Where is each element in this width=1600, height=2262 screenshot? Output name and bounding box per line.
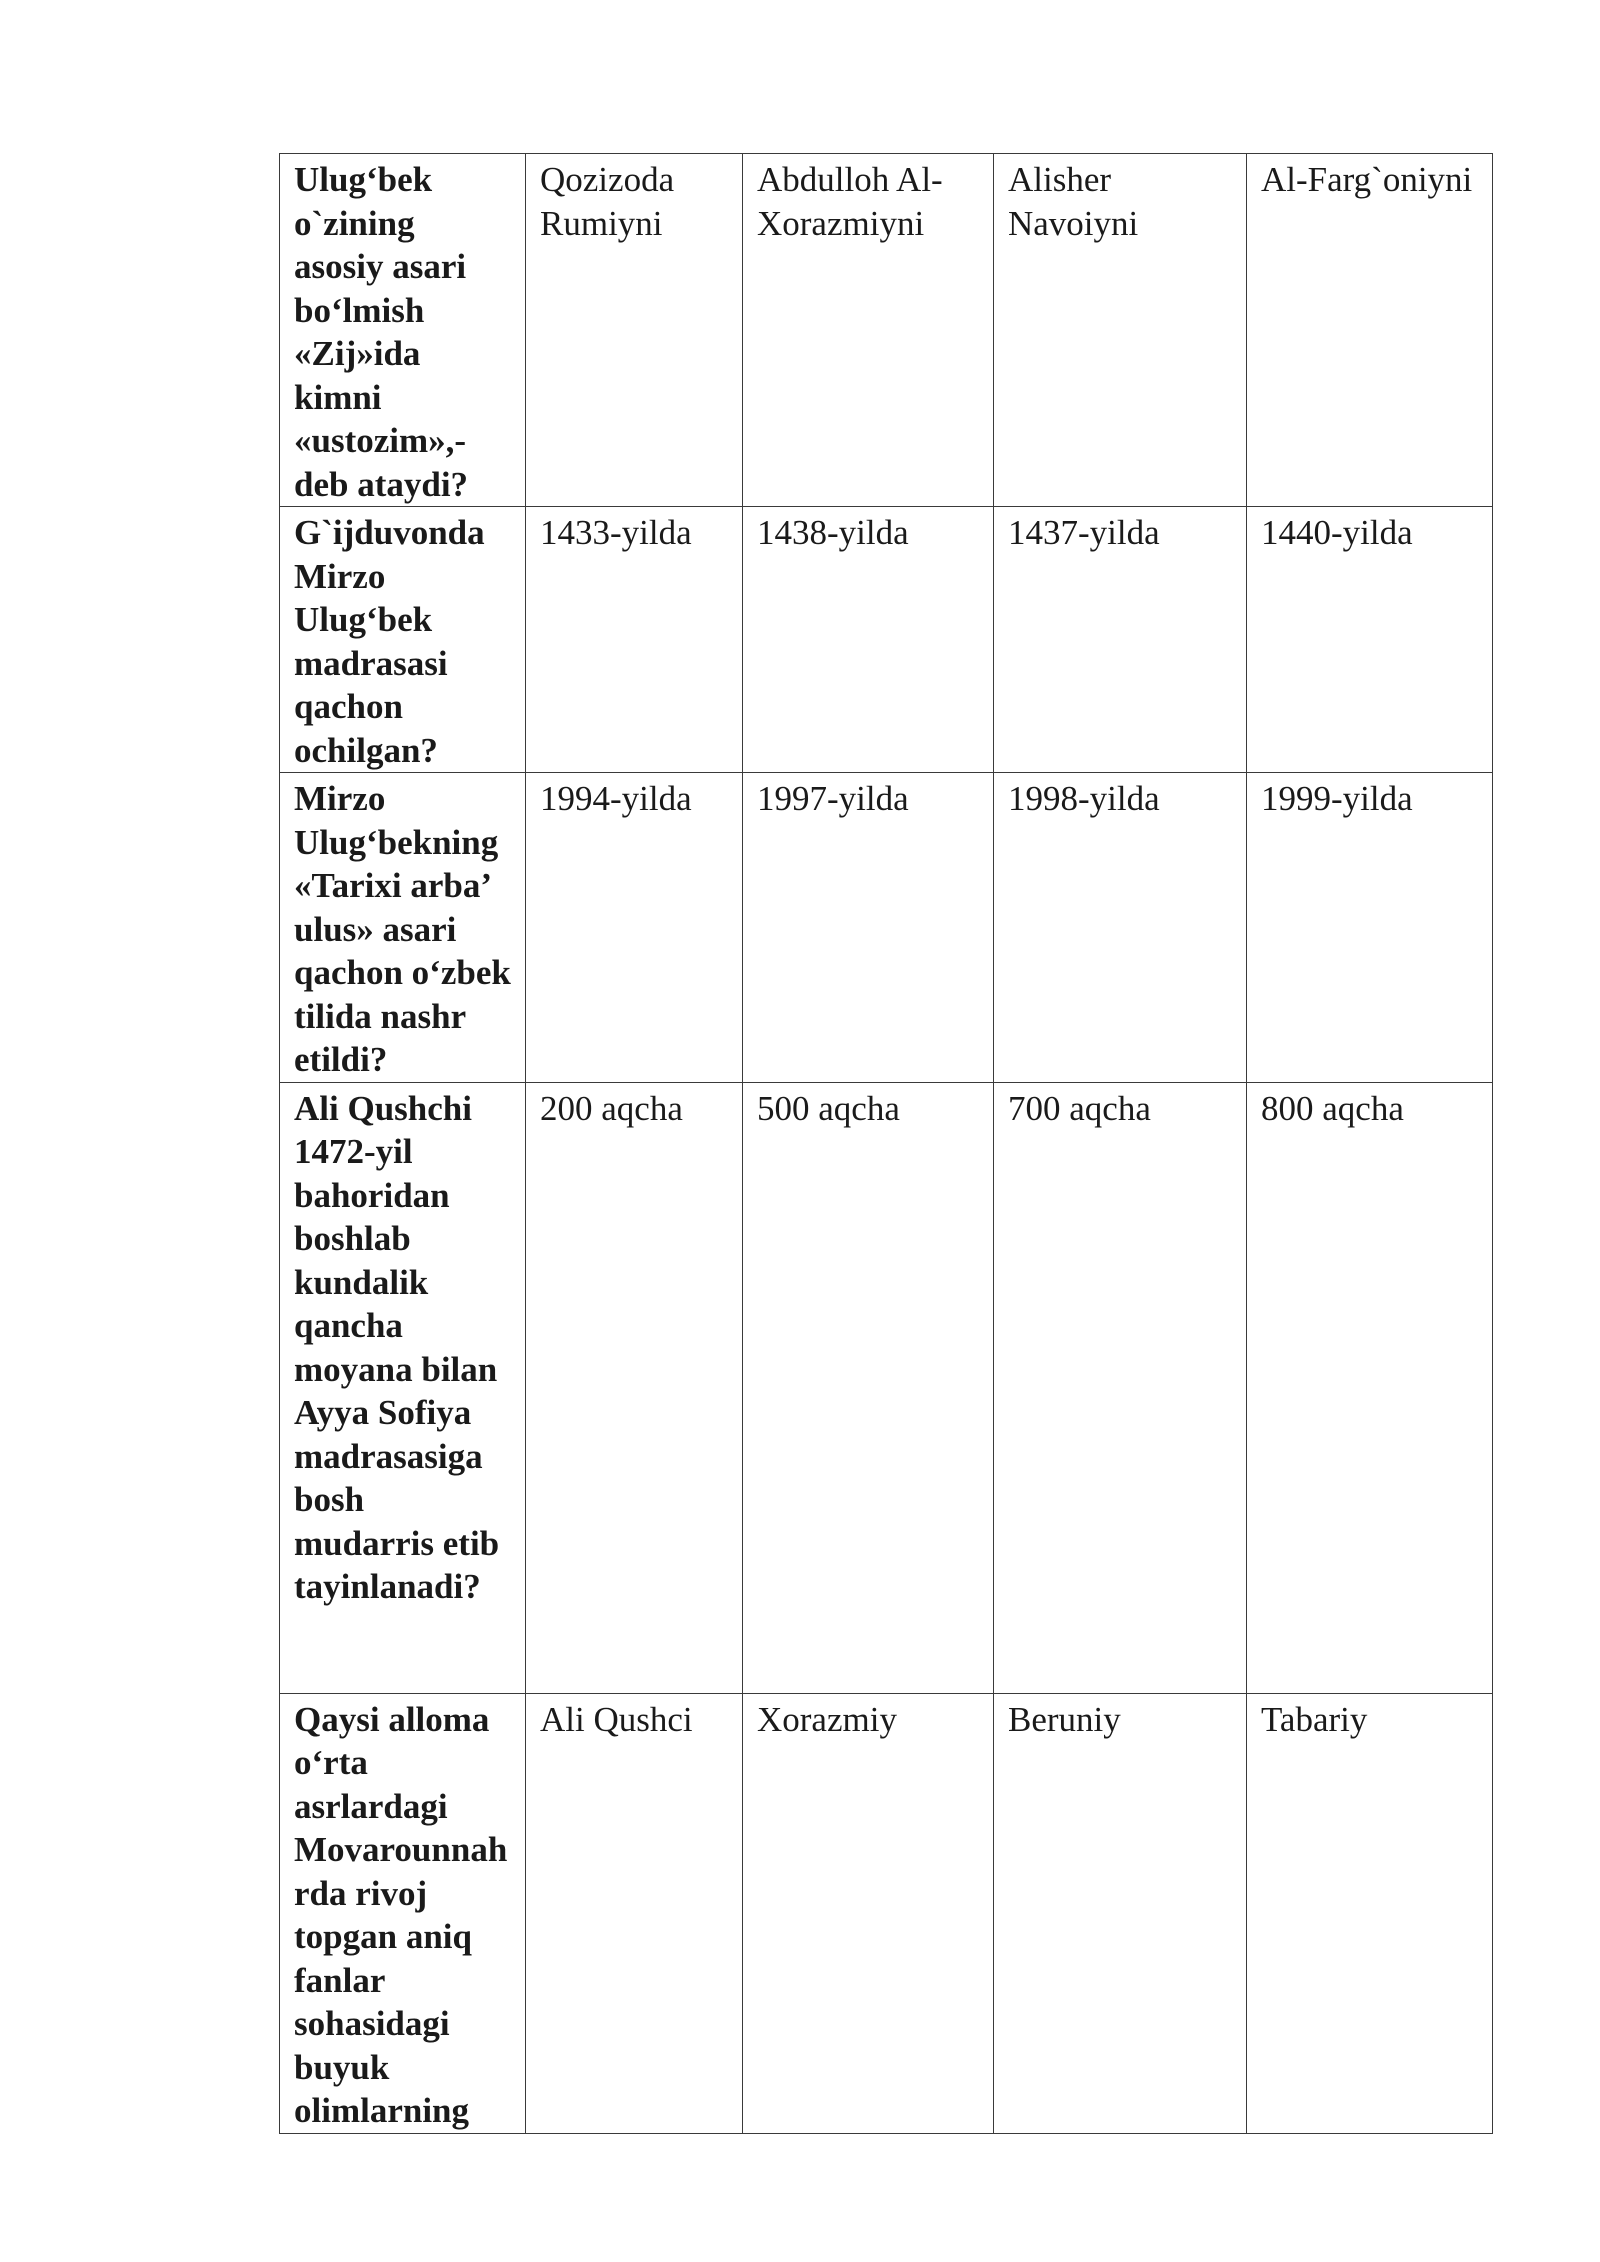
option-c-cell: 1998-yilda (994, 773, 1247, 1083)
question-cell: Ulug‘bek o`zining asosiy asari bo‘lmish «Zij»ida kimni «ustozim»,- deb ataydi? (280, 154, 526, 507)
option-d-cell: Tabariy (1247, 1693, 1493, 2133)
option-d-cell: 1999-yilda (1247, 773, 1493, 1083)
option-c-cell: 700 aqcha (994, 1082, 1247, 1693)
option-b-cell: Abdulloh Al-Xorazmiyni (743, 154, 994, 507)
option-a-cell: Qozizoda Rumiyni (526, 154, 743, 507)
table-row (280, 1693, 1493, 2133)
question-cell: Qaysi alloma o‘rta asrlardagi Movarounnahrda rivoj topgan aniq fanlar sohasidagi buyuk olimlarning (280, 1693, 526, 2133)
option-b-cell: 1997-yilda (743, 773, 994, 1083)
option-c-cell: Alisher Navoiyni (994, 154, 1247, 507)
option-a-cell: 200 aqcha (526, 1082, 743, 1693)
question-cell: G`ijduvonda Mirzo Ulug‘bek madrasasi qachon ochilgan? (280, 507, 526, 773)
table-row (280, 507, 1493, 773)
option-b-cell: Xorazmiy (743, 1693, 994, 2133)
question-cell: Mirzo Ulug‘bekning «Tarixi arba’ ulus» asari qachon o‘zbek tilida nashr etildi? (280, 773, 526, 1083)
option-d-cell: Al-Farg`oniyni (1247, 154, 1493, 507)
option-a-cell: 1433-yilda (526, 507, 743, 773)
option-a-cell: 1994-yilda (526, 773, 743, 1083)
table-row (280, 1082, 1493, 1693)
option-d-cell: 1440-yilda (1247, 507, 1493, 773)
question-cell: Ali Qushchi 1472-yil bahoridan boshlab kundalik qancha moyana bilan Ayya Sofiya madrasasiga bosh mudarris etib tayinlanadi? (280, 1082, 526, 1693)
option-c-cell: Beruniy (994, 1693, 1247, 2133)
option-c-cell: 1437-yilda (994, 507, 1247, 773)
quiz-table (279, 153, 1493, 2134)
option-a-cell: Ali Qushci (526, 1693, 743, 2133)
option-b-cell: 500 aqcha (743, 1082, 994, 1693)
table-row (280, 773, 1493, 1083)
table-row (280, 154, 1493, 507)
option-d-cell: 800 aqcha (1247, 1082, 1493, 1693)
option-b-cell: 1438-yilda (743, 507, 994, 773)
